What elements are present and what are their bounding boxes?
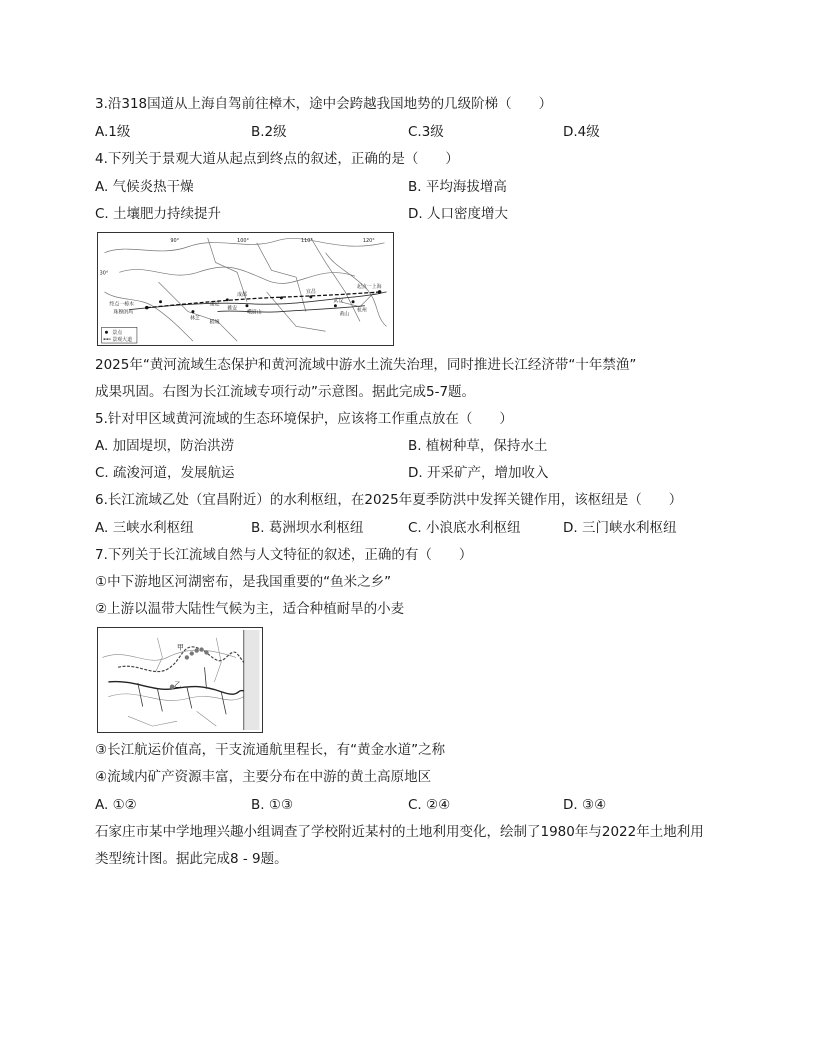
q7-statement-1: ①中下游地区河湖密布，是我国重要的“鱼米之乡” xyxy=(95,574,392,590)
q6-option-a[interactable]: A. 三峡水利枢纽 xyxy=(95,520,194,536)
map1-wuhan: 武汉 xyxy=(333,297,344,304)
q5-stem: 5.针对甲区域黄河流域的生态环境保护，应该将工作重点放在（ ） xyxy=(95,411,513,427)
map1-lat-30: 30° xyxy=(99,270,109,277)
q3-option-a[interactable]: A.1级 xyxy=(95,124,131,140)
map1-legend xyxy=(102,327,137,343)
q3-option-d[interactable]: D.4级 xyxy=(563,124,600,140)
map1-daocheng: 稻城 xyxy=(209,319,220,326)
river-basin-figure xyxy=(98,628,262,732)
q6-option-c[interactable]: C. 小浪底水利枢纽 xyxy=(408,520,521,536)
map1-lon-100: 100° xyxy=(237,237,249,244)
map2-label-jia: 甲 xyxy=(177,643,184,652)
q5-option-c[interactable]: C. 疏浚河道，发展航运 xyxy=(95,465,235,481)
q7-statement-3: ③长江航运价值高，干支流通航里程长，有“黄金水道”之称 xyxy=(95,742,446,758)
map1-yichang: 宜昌 xyxy=(305,288,316,295)
q5-option-d[interactable]: D. 开采矿产，增加收入 xyxy=(408,465,549,481)
q6-stem: 6.长江流域乙处（宜昌附近）的水利枢纽，在2025年夏季防洪中发挥关键作用，该枢纽是（ ） xyxy=(95,492,683,508)
q7-option-c[interactable]: C. ②④ xyxy=(408,797,451,813)
map1-zhumulangma: 珠穆朗玛 xyxy=(113,309,133,316)
map1-lon-90: 90° xyxy=(170,237,180,244)
map1-lon-110: 110° xyxy=(301,237,313,244)
map1-end-label: 终点一樟木 xyxy=(109,301,134,308)
q7-statement-2: ②上游以温带大陆性气候为主，适合种植耐旱的小麦 xyxy=(95,601,405,617)
map1-huangshan: 黄山 xyxy=(339,311,350,318)
q7-stem: 7.下列关于长江流域自然与人文特征的叙述，正确的有（ ） xyxy=(95,547,473,563)
intro-8-9-line2: 类型统计图。据此完成8 - 9题。 xyxy=(95,851,288,867)
intro-5-7-line1: 2025年“黄河流域生态保护和黄河流域中游水土流失治理，同时推进长江经济带“十年禁渔” xyxy=(95,357,637,373)
map1-start-label: 起点一上海 xyxy=(357,284,382,291)
q3-stem: 3.沿318国道从上海自驾前往樟木，途中会跨越我国地势的几级阶梯（ ） xyxy=(95,96,553,112)
route-map-figure xyxy=(98,233,393,345)
map1-lon-120: 120° xyxy=(362,237,375,244)
q5-option-b[interactable]: B. 植树种草，保持水土 xyxy=(408,438,548,454)
map1-kangding: 康定 xyxy=(209,301,220,308)
q4-option-d[interactable]: D. 人口密度增大 xyxy=(408,206,508,222)
map1-chengdu: 成都 xyxy=(237,291,247,298)
q4-option-a[interactable]: A. 气候炎热干燥 xyxy=(95,179,194,195)
map1-linzhi: 林芝 xyxy=(189,315,200,322)
q5-option-a[interactable]: A. 加固堤坝，防治洪涝 xyxy=(95,438,235,454)
map1-hangzhou: 杭州 xyxy=(357,307,367,314)
q4-option-c[interactable]: C. 土壤肥力持续提升 xyxy=(95,206,222,222)
map1-legend-road: 景观大道 xyxy=(112,337,133,344)
q6-option-b[interactable]: B. 葛洲坝水利枢纽 xyxy=(251,520,364,536)
q7-option-a[interactable]: A. ①② xyxy=(95,797,137,813)
map1-emeishan: 峨眉山 xyxy=(246,309,262,316)
q4-stem: 4.下列关于景观大道从起点到终点的叙述，正确的是（ ） xyxy=(95,151,459,167)
q3-option-b[interactable]: B.2级 xyxy=(251,124,287,140)
map2-label-yi: 乙 xyxy=(174,680,181,689)
map1-legend-spot: 景点 xyxy=(112,330,123,337)
intro-8-9-line1: 石家庄市某中学地理兴趣小组调查了学校附近某村的土地利用变化，绘制了1980年与2022年土地利用 xyxy=(95,824,704,840)
q7-option-d[interactable]: D. ③④ xyxy=(563,797,607,813)
intro-5-7-line2: 成果巩固。右图为长江流域专项行动”示意图。据此完成5-7题。 xyxy=(95,384,476,400)
q7-statement-4: ④流域内矿产资源丰富，主要分布在中游的黄土高原地区 xyxy=(95,769,432,785)
q4-option-b[interactable]: B. 平均海拔增高 xyxy=(408,179,507,195)
q7-option-b[interactable]: B. ①③ xyxy=(251,797,294,813)
river-basin-map xyxy=(97,627,263,733)
q6-option-d[interactable]: D. 三门峡水利枢纽 xyxy=(563,520,677,536)
map1-yaan: 雅安 xyxy=(227,305,238,312)
route-map xyxy=(97,232,394,346)
q3-option-c[interactable]: C.3级 xyxy=(408,124,444,140)
